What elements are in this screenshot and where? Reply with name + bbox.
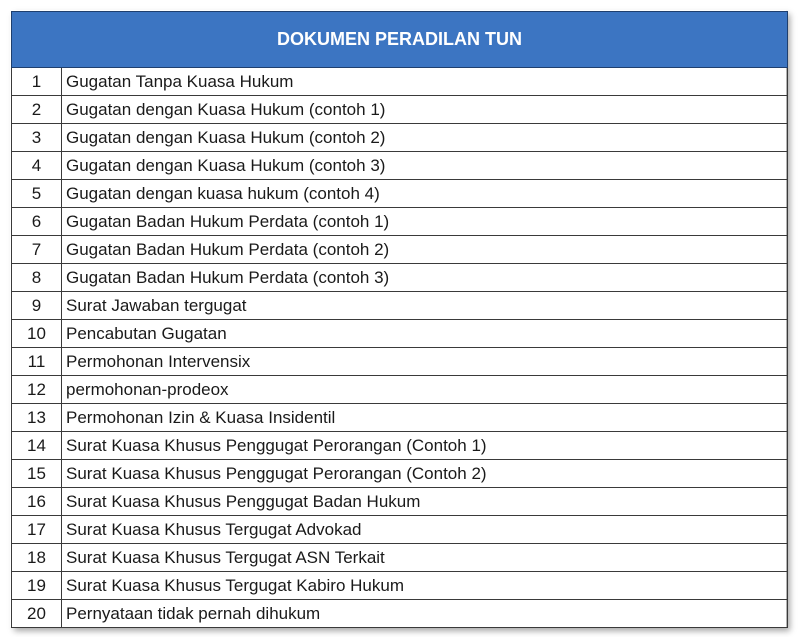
row-number: 18: [12, 544, 62, 572]
row-number: 2: [12, 96, 62, 124]
row-number: 4: [12, 152, 62, 180]
table-row[interactable]: [12, 600, 788, 628]
document-link[interactable]: Surat Kuasa Khusus Tergugat Kabiro Hukum: [62, 572, 788, 600]
document-link[interactable]: Surat Kuasa Khusus Tergugat Advokad: [62, 516, 788, 544]
table-row[interactable]: [12, 488, 788, 516]
table-row[interactable]: [12, 208, 788, 236]
document-link[interactable]: Gugatan dengan Kuasa Hukum (contoh 1): [62, 96, 788, 124]
row-number: 6: [12, 208, 62, 236]
document-link[interactable]: Gugatan Badan Hukum Perdata (contoh 3): [62, 264, 788, 292]
row-number: 16: [12, 488, 62, 516]
row-number: 20: [12, 600, 62, 628]
row-number: 17: [12, 516, 62, 544]
row-number: 5: [12, 180, 62, 208]
row-number: 7: [12, 236, 62, 264]
row-number: 14: [12, 432, 62, 460]
row-number: 1: [12, 68, 62, 96]
table-row[interactable]: [12, 460, 788, 488]
document-link[interactable]: Permohonan Intervensix: [62, 348, 788, 376]
table-row[interactable]: [12, 432, 788, 460]
document-link[interactable]: Pernyataan tidak pernah dihukum: [62, 600, 788, 628]
row-number: 8: [12, 264, 62, 292]
row-number: 12: [12, 376, 62, 404]
document-link[interactable]: Gugatan dengan kuasa hukum (contoh 4): [62, 180, 788, 208]
document-link[interactable]: Gugatan Badan Hukum Perdata (contoh 1): [62, 208, 788, 236]
table-row[interactable]: [12, 292, 788, 320]
table-row[interactable]: [12, 96, 788, 124]
table-row[interactable]: [12, 320, 788, 348]
row-number: 19: [12, 572, 62, 600]
table-row[interactable]: [12, 516, 788, 544]
document-link[interactable]: Gugatan Tanpa Kuasa Hukum: [62, 68, 788, 96]
row-number: 3: [12, 124, 62, 152]
table-body: [12, 68, 788, 628]
document-list-table: [11, 11, 788, 628]
table-row[interactable]: [12, 124, 788, 152]
table-row[interactable]: [12, 264, 788, 292]
document-link[interactable]: Pencabutan Gugatan: [62, 320, 788, 348]
table-row[interactable]: [12, 348, 788, 376]
table-header-row: [12, 12, 788, 68]
document-link[interactable]: Surat Kuasa Khusus Penggugat Badan Hukum: [62, 488, 788, 516]
document-link[interactable]: Surat Kuasa Khusus Penggugat Perorangan (Contoh 1): [62, 432, 788, 460]
table-row[interactable]: [12, 376, 788, 404]
table-title: DOKUMEN PERADILAN TUN: [12, 12, 788, 68]
row-number: 13: [12, 404, 62, 432]
table-row[interactable]: [12, 152, 788, 180]
table-row[interactable]: [12, 404, 788, 432]
document-link[interactable]: Surat Kuasa Khusus Penggugat Perorangan (Contoh 2): [62, 460, 788, 488]
document-link[interactable]: Gugatan Badan Hukum Perdata (contoh 2): [62, 236, 788, 264]
table-row[interactable]: [12, 68, 788, 96]
table-row[interactable]: [12, 180, 788, 208]
table-row[interactable]: [12, 572, 788, 600]
row-number: 9: [12, 292, 62, 320]
row-number: 15: [12, 460, 62, 488]
document-link[interactable]: Gugatan dengan Kuasa Hukum (contoh 2): [62, 124, 788, 152]
table-row[interactable]: [12, 236, 788, 264]
document-link[interactable]: Surat Kuasa Khusus Tergugat ASN Terkait: [62, 544, 788, 572]
document-link[interactable]: Permohonan Izin & Kuasa Insidentil: [62, 404, 788, 432]
row-number: 10: [12, 320, 62, 348]
document-link[interactable]: Surat Jawaban tergugat: [62, 292, 788, 320]
table-row[interactable]: [12, 544, 788, 572]
document-link[interactable]: Gugatan dengan Kuasa Hukum (contoh 3): [62, 152, 788, 180]
row-number: 11: [12, 348, 62, 376]
document-link[interactable]: permohonan-prodeox: [62, 376, 788, 404]
